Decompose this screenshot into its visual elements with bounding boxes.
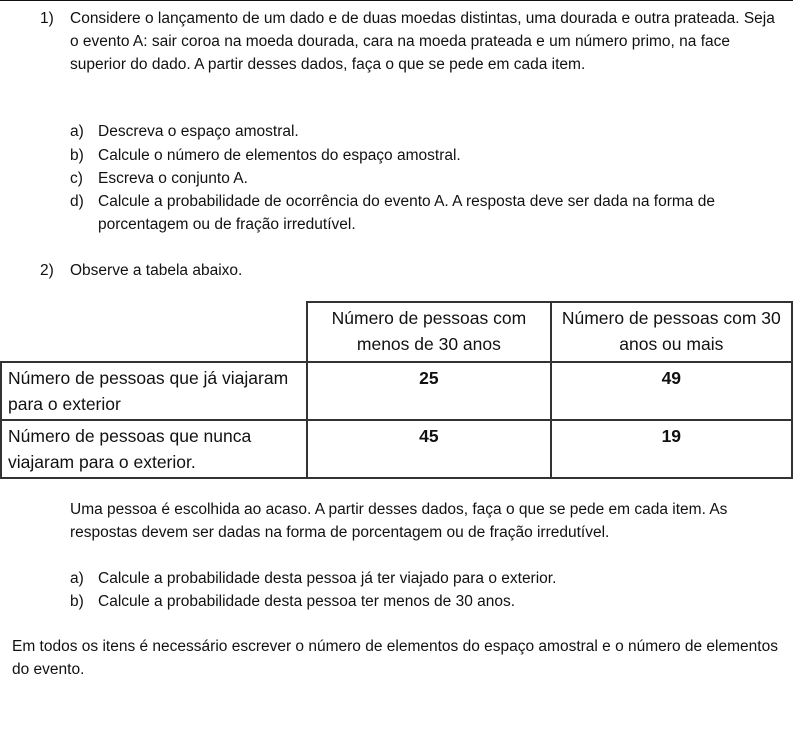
q1-item-a-text: Descreva o espaço amostral. — [98, 123, 299, 140]
row-header-never-traveled: Número de pessoas que nunca viajaram para o exterior. — [1, 420, 307, 478]
data-table — [0, 301, 793, 479]
q1-item-d-text: Calcule a probabilidade de ocorrência do evento A. A resposta deve ser dada na forma de porcentagem ou de fração irredutível. — [98, 193, 715, 233]
q1-item-a-label: a) — [70, 123, 84, 140]
q2-item-b-text: Calcule a probabilidade desta pessoa ter menos de 30 anos. — [98, 593, 516, 610]
cell-traveled-30-plus: 49 — [551, 362, 792, 420]
question-2-text: Observe a tabela abaixo. — [70, 262, 243, 279]
question-1-text: Considere o lançamento de um dado e de duas moedas distintas, uma dourada e outra prateada. Seja o evento A: sair coroa na moeda dourada, cara na moeda prateada e um número primo, na face superior do dado. A partir desses dados, faça o que se pede em cada item. — [70, 10, 775, 73]
q1-item-b-label: b) — [70, 147, 84, 164]
top-rule — [0, 0, 793, 1]
q2-item-a-label: a) — [70, 570, 84, 587]
q2-item-a-text: Calcule a probabilidade desta pessoa já ter viajado para o exterior. — [98, 570, 557, 587]
table-header-row — [1, 302, 792, 362]
table-corner-cell — [1, 302, 307, 362]
q2-item-b-label: b) — [70, 593, 84, 610]
q1-item-c-text: Escreva o conjunto A. — [98, 170, 248, 187]
footer-note: Em todos os itens é necessário escrever o número de elementos do espaço amostral e o número de elementos do evento. — [12, 638, 778, 678]
question-2 — [0, 259, 793, 283]
cell-never-30-plus: 19 — [551, 420, 792, 478]
cell-traveled-under-30: 25 — [307, 362, 550, 420]
q1-item-c-label: c) — [70, 170, 83, 187]
q1-item-d-label: d) — [70, 193, 84, 210]
table-row — [1, 362, 792, 420]
question-1 — [0, 7, 793, 107]
question-2-number: 2) — [40, 262, 54, 279]
question-2-intro: Uma pessoa é escolhida ao acaso. A partir desses dados, faça o que se pede em cada item. As respostas devem ser dadas na forma de porcentagem ou de fração irredutível. — [70, 501, 728, 541]
q1-item-b-text: Calcule o número de elementos do espaço amostral. — [98, 147, 461, 164]
table-row — [1, 420, 792, 478]
row-header-traveled: Número de pessoas que já viajaram para o exterior — [1, 362, 307, 420]
col-header-30-plus: Número de pessoas com 30 anos ou mais — [551, 302, 792, 362]
col-header-under-30: Número de pessoas com menos de 30 anos — [307, 302, 550, 362]
question-1-number: 1) — [40, 10, 54, 27]
cell-never-under-30: 45 — [307, 420, 550, 478]
